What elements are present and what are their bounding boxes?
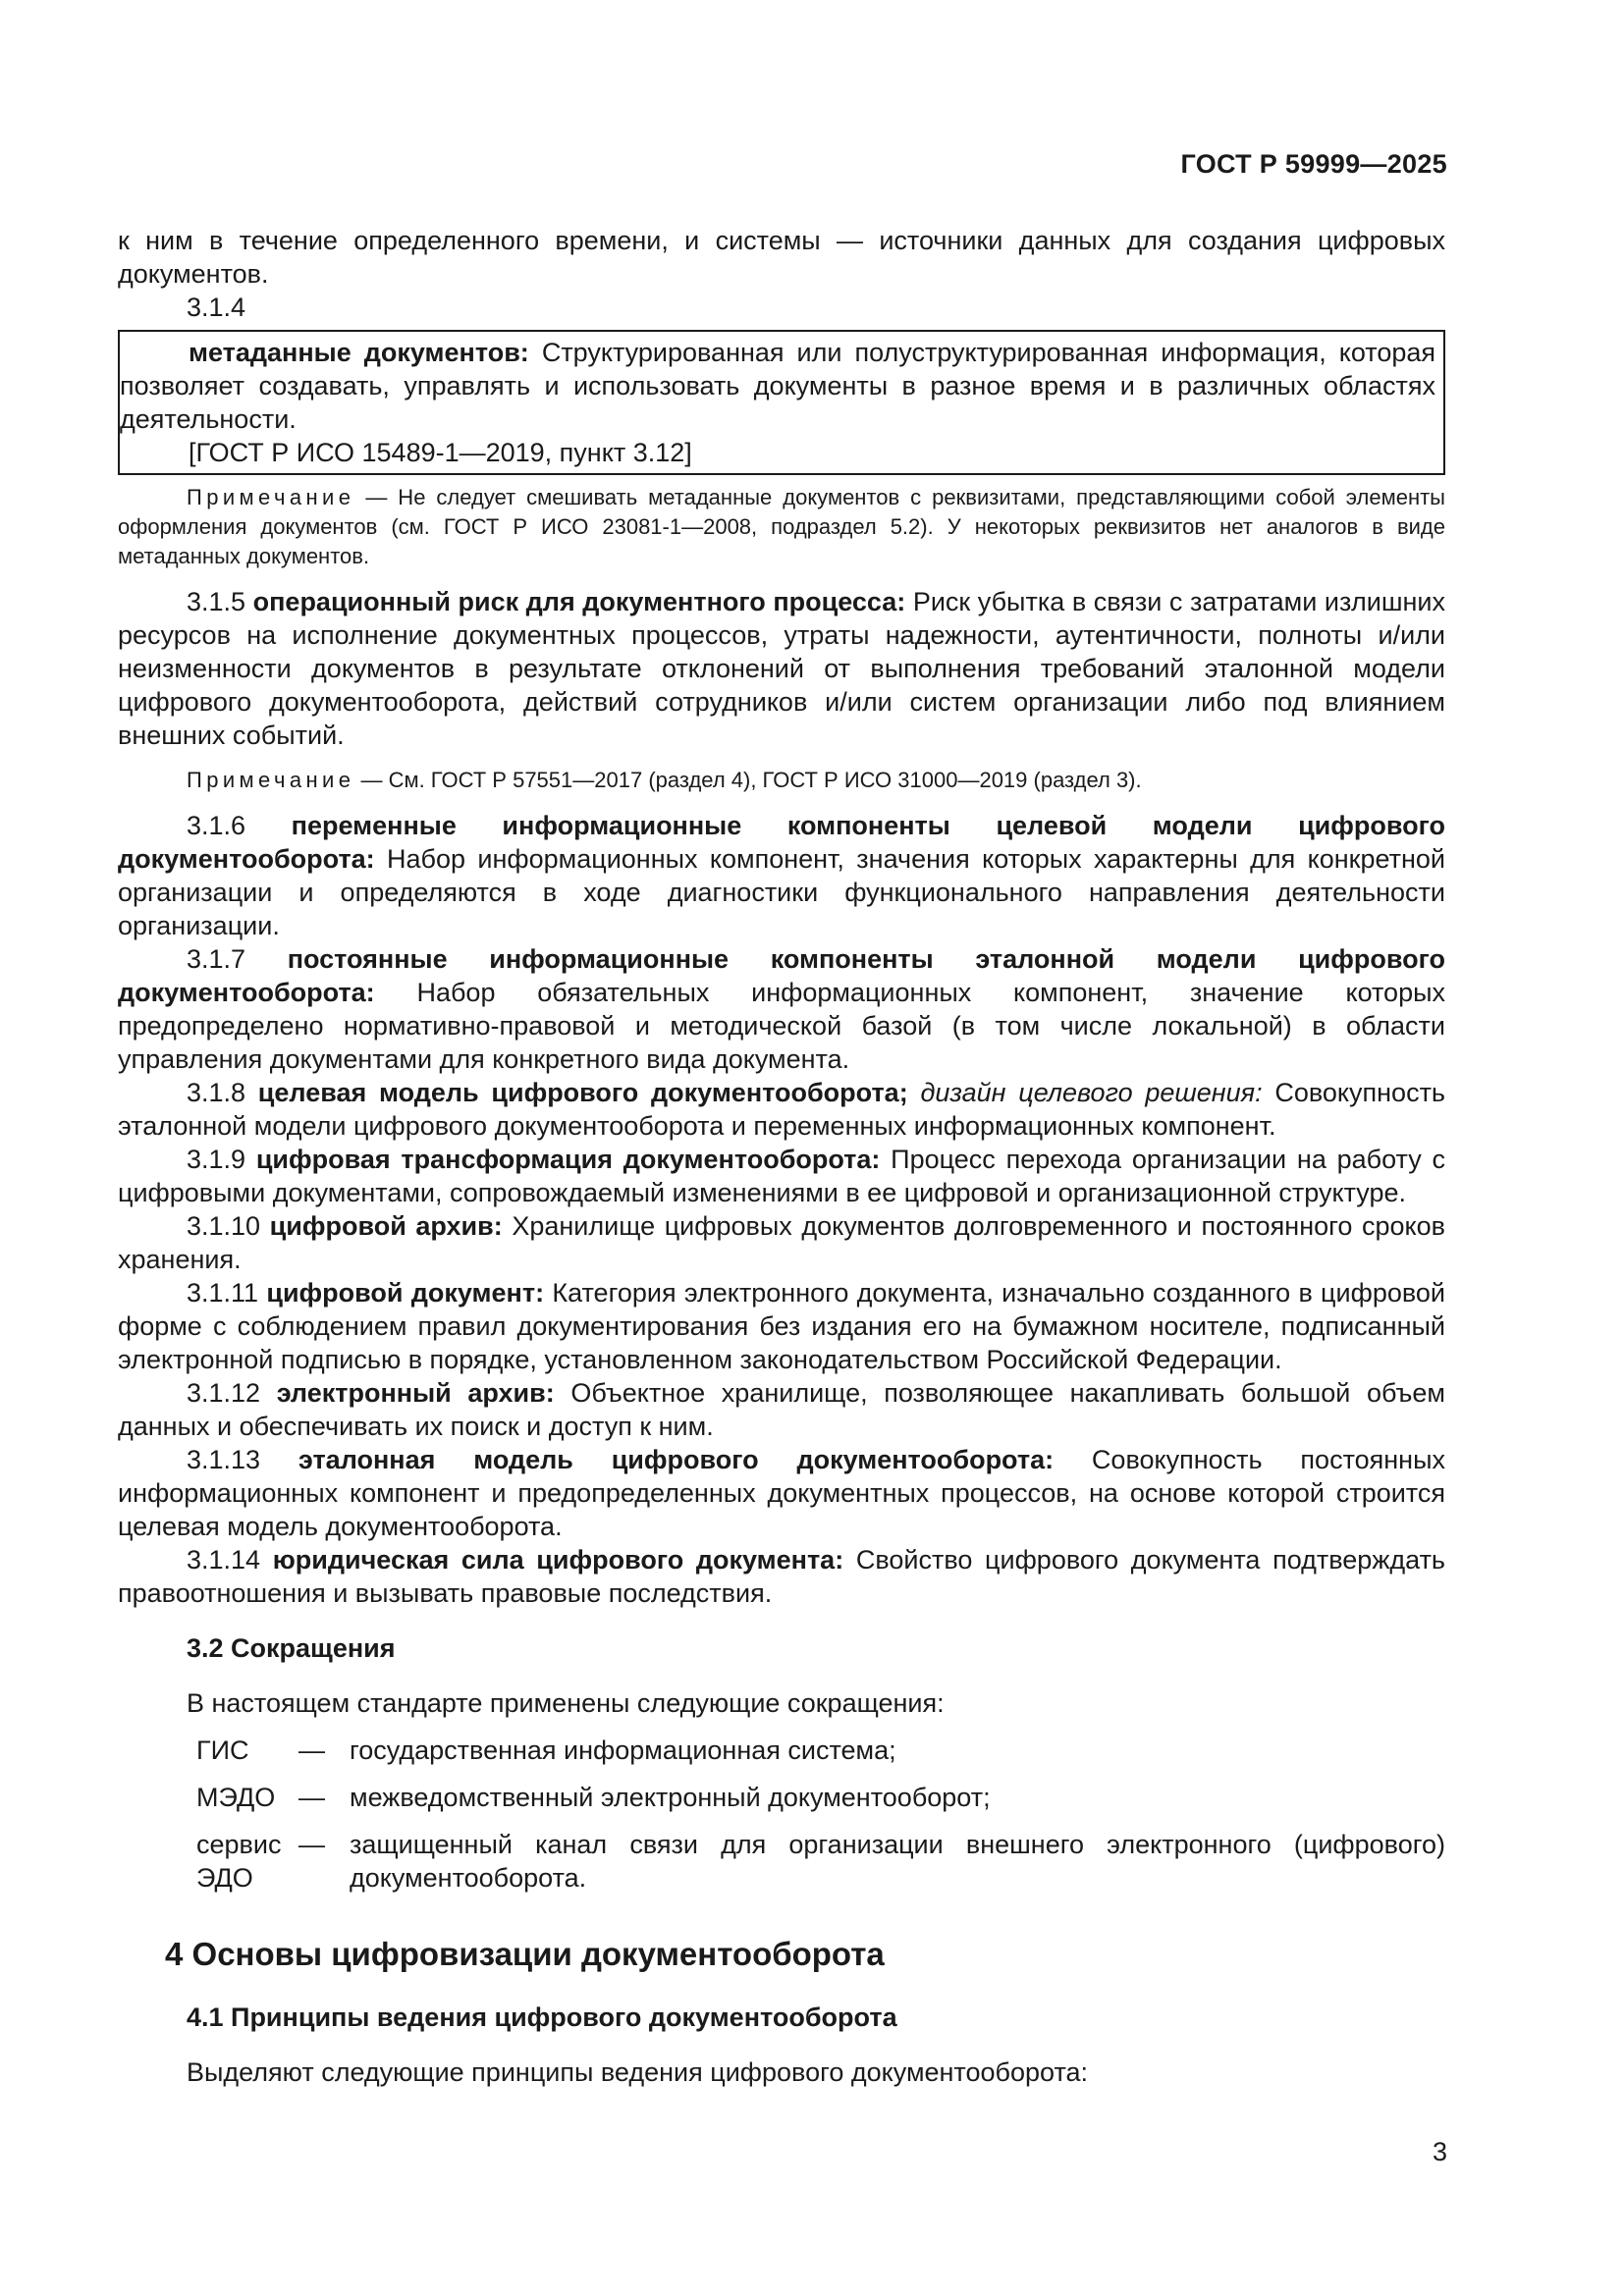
clause-3-1-6 bbox=[118, 809, 1445, 942]
abbreviation-term: МЭДО bbox=[196, 1783, 276, 1812]
standard-designation: ГОСТ Р 59999—2025 bbox=[1180, 149, 1447, 179]
term-3-1-5: операционный риск для документного процесса: bbox=[252, 587, 906, 616]
note-2 bbox=[118, 766, 1445, 795]
definition-text-3-1-11: Категория электронного документа, изначально созданного в цифровой форме с соблюдением правил документирования без издания его на бумажном носителе, подписанный электронной подписью в порядке, установленном законодательством Российской Федерации. bbox=[118, 1278, 1445, 1374]
section-3-2-intro: В настоящем стандарте применены следующие сокращения: bbox=[187, 1688, 945, 1718]
clause-number-3-1-4: 3.1.4 bbox=[187, 293, 246, 322]
note-1-label: Примечание bbox=[187, 485, 355, 509]
term-3-1-11: цифровой документ: bbox=[266, 1278, 545, 1308]
clause-3-1-11-number: 3.1.11 bbox=[187, 1278, 267, 1308]
clause-3-1-13 bbox=[118, 1443, 1445, 1543]
abbreviation-definition: межведомственный электронный документооборот; bbox=[350, 1783, 991, 1812]
clause-3-1-12 bbox=[118, 1376, 1445, 1443]
note-2-label: Примечание bbox=[187, 768, 355, 792]
definition-text-3-1-8: Совокупность эталонной модели цифрового документооборота и переменных информационных компонент. bbox=[118, 1078, 1445, 1141]
term-3-1-8: целевая модель цифрового документооборота; bbox=[257, 1078, 908, 1107]
definition-3-1-4 bbox=[120, 336, 1435, 436]
definition-text-3-1-4: Структурированная или полуструктурированная информация, которая позволяет создавать, управлять и использовать документы в разное время и в различных областях деятельности. bbox=[120, 338, 1435, 434]
continuation-paragraph: к ним в течение определенного времени, и системы — источники данных для создания цифровых документов. bbox=[118, 226, 1445, 289]
term-3-1-14: юридическая сила цифрового документа: bbox=[272, 1545, 844, 1575]
term-3-1-10: цифровой архив: bbox=[269, 1211, 503, 1241]
clause-3-1-10-number: 3.1.10 bbox=[187, 1211, 270, 1241]
clause-3-1-14 bbox=[118, 1543, 1445, 1610]
clause-3-1-9-number: 3.1.9 bbox=[187, 1145, 256, 1174]
definition-text-3-1-6: Набор информационных компонент, значения которых характерны для конкретной организации и определяются в ходе диагностики функционального направления деятельности организации. bbox=[118, 844, 1445, 940]
document-body bbox=[118, 224, 1445, 2089]
clause-3-1-7 bbox=[118, 942, 1445, 1076]
clause-3-1-8 bbox=[118, 1076, 1445, 1143]
definition-source-3-1-4: [ГОСТ Р ИСО 15489-1—2019, пункт 3.12] bbox=[189, 438, 692, 467]
clause-3-1-11 bbox=[118, 1276, 1445, 1376]
abbreviation-definition: защищенный канал связи для организации внешнего электронного (цифрового) документооборота. bbox=[350, 1830, 1445, 1893]
abbreviation-dash: — bbox=[298, 1735, 325, 1765]
definition-text-3-1-12: Объектное хранилище, позволяющее накапливать большой объем данных и обеспечивать их поиск и доступ к ним. bbox=[118, 1378, 1445, 1441]
definition-text-3-1-7: Набор обязательных информационных компонент, значение которых предопределено нормативно-правовой и методической базой (в том числе локальной) в области управления документами для конкретного вида документа. bbox=[118, 978, 1445, 1074]
section-3-2-heading: 3.2 Сокращения bbox=[187, 1633, 396, 1663]
clause-3-1-13-number: 3.1.13 bbox=[187, 1445, 298, 1474]
term-3-1-7: постоянные информационные компоненты эталонной модели цифрового документооборота: bbox=[118, 944, 1445, 1007]
abbreviation-item bbox=[118, 1828, 1445, 1895]
definition-text-3-1-14: Свойство цифрового документа подтверждать правоотношения и вызывать правовые последствия. bbox=[118, 1545, 1445, 1608]
definition-box-3-1-4 bbox=[118, 330, 1445, 475]
clause-3-1-5-number: 3.1.5 bbox=[187, 587, 253, 616]
clause-3-1-6-number: 3.1.6 bbox=[187, 811, 292, 840]
clause-3-1-8-number: 3.1.8 bbox=[187, 1078, 258, 1107]
clause-3-1-10 bbox=[118, 1209, 1445, 1276]
definition-text-3-1-13: Совокупность постоянных информационных компонент и предопределенных документных процессов, на основе которой строится целевая модель документооборота. bbox=[118, 1445, 1445, 1541]
term-3-1-6: переменные информационные компоненты целевой модели цифрового документооборота: bbox=[118, 811, 1445, 874]
clause-3-1-9 bbox=[118, 1143, 1445, 1209]
section-4-1-intro: Выделяют следующие принципы ведения цифрового документооборота: bbox=[187, 2057, 1089, 2087]
definition-text-3-1-10: Хранилище цифровых документов долговременного и постоянного сроков хранения. bbox=[118, 1211, 1445, 1274]
abbreviation-term: ГИС bbox=[196, 1735, 249, 1765]
note-1 bbox=[118, 483, 1445, 571]
clause-3-1-5 bbox=[118, 585, 1445, 752]
abbreviation-item bbox=[118, 1781, 1445, 1814]
clause-3-1-7-number: 3.1.7 bbox=[187, 944, 288, 974]
term-3-1-9: цифровая трансформация документооборота: bbox=[255, 1145, 881, 1174]
term-3-1-12: электронный архив: bbox=[276, 1378, 555, 1408]
clause-3-1-14-number: 3.1.14 bbox=[187, 1545, 273, 1575]
term-3-1-4: метаданные документов: bbox=[189, 338, 529, 367]
abbreviation-dash: — bbox=[298, 1830, 325, 1859]
note-1-text: — Не следует смешивать метаданные документов с реквизитами, представляющими собой элементы оформления документов (см. ГОСТ Р ИСО 23081-1—2008, подраздел 5.2). У некоторых реквизитов нет аналогов в виде метаданных документов. bbox=[118, 485, 1445, 568]
section-4-heading: 4 Основы цифровизации документооборота bbox=[165, 1936, 885, 1972]
abbreviation-definition: государственная информационная система; bbox=[350, 1735, 896, 1765]
page-number: 3 bbox=[1432, 2137, 1447, 2166]
alt-term-3-1-8: дизайн целевого решения: bbox=[907, 1078, 1263, 1107]
section-4-1-heading: 4.1 Принципы ведения цифрового документооборота bbox=[187, 2002, 897, 2032]
term-3-1-13: эталонная модель цифрового документооборота: bbox=[298, 1445, 1055, 1474]
abbreviation-term: сервис ЭДО bbox=[196, 1830, 282, 1893]
note-2-text: — См. ГОСТ Р 57551—2017 (раздел 4), ГОСТ Р ИСО 31000—2019 (раздел 3). bbox=[354, 768, 1142, 792]
clause-3-1-12-number: 3.1.12 bbox=[187, 1378, 277, 1408]
abbreviation-item bbox=[118, 1734, 1445, 1767]
abbreviation-dash: — bbox=[298, 1783, 325, 1812]
definition-text-3-1-9: Процесс перехода организации на работу с цифровыми документами, сопровождаемый изменениями в ее цифровой и организационной структуре. bbox=[118, 1145, 1445, 1207]
definition-text-3-1-5: Риск убытка в связи с затратами излишних ресурсов на исполнение документных процессов, утраты надежности, аутентичности, полноты и/или неизменности документов в результате отклонений от выполнения требований эталонной модели цифрового документооборота, действий сотрудников и/или систем организации либо под влиянием внешних событий. bbox=[118, 587, 1446, 750]
